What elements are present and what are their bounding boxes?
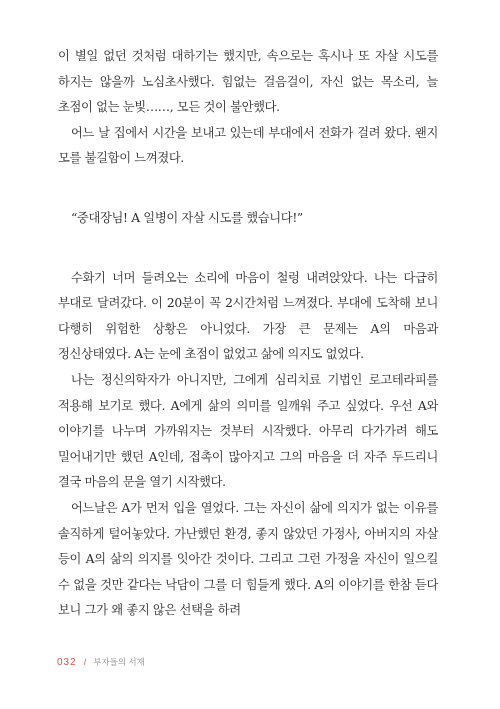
paragraph: 나는 정신의학자가 아니지만, 그에게 심리치료 기법인 로고테라피를 적용해 보기로 했다. A에게 삶의 의미를 일깨워 주고 싶었다. 우선 A와 이야기를 나누며 가까워지는 것부터 시작했다. 아무리 다가가려 해도 밀어내기만 했던 A인데, 접촉이 많아지고 그의 마음을 더 자주 두드리니 결국 마음의 문을 열기 시작했다. — [58, 372, 438, 490]
paragraph: 어느 날 집에서 시간을 보내고 있는데 부대에서 전화가 걸려 왔다. 왠지 모를 불길함이 느껴졌다. — [58, 125, 438, 166]
paragraph: 수화기 너머 들려오는 소리에 마음이 철렁 내려앉았다. 나는 다급히 부대로 달려갔다. 이 20분이 꼭 2시간처럼 느껴졌다. 부대에 도착해 보니 다행히 위험한 상황은 아니었다. 가장 큰 문제는 A의 마음과 정신상태였다. A는 눈에 초점이 없었고 삶에 의지도 없었다. — [58, 270, 438, 362]
paragraph: 이 별일 없던 것처럼 대하기는 했지만, 속으로는 혹시나 또 자살 시도를 하지는 않을까 노심초사했다. 힘없는 걸음걸이, 자신 없는 목소리, 늘 초점이 없는 눈빛……, 모든 것이 불안했다. — [58, 49, 438, 115]
quote-paragraph: “중대장님! A 일병이 자살 시도를 했습니다!” — [71, 210, 303, 225]
paragraph: 어느날은 A가 먼저 입을 열었다. 그는 자신이 삶에 의지가 없는 이유를 솔직하게 털어놓았다. 가난했던 환경, 좋지 않았던 가정사, 아버지의 자살 등이 A의 삶의 의지를 잇아간 것이다. 그리고 그런 가정을 자신이 일으킬 수 없을 것만 같다는 낙담이 그를 더 힘들게 했다. A의 이야기를 한참 듣다 보니 그가 왜 좋지 않은 선택을 하려 — [58, 500, 438, 618]
page-footer — [57, 656, 145, 668]
footer-separator: / — [83, 657, 87, 667]
page-body — [58, 44, 438, 624]
book-title: 부자들의 서재 — [93, 657, 145, 667]
page-number: 032 — [57, 656, 77, 668]
